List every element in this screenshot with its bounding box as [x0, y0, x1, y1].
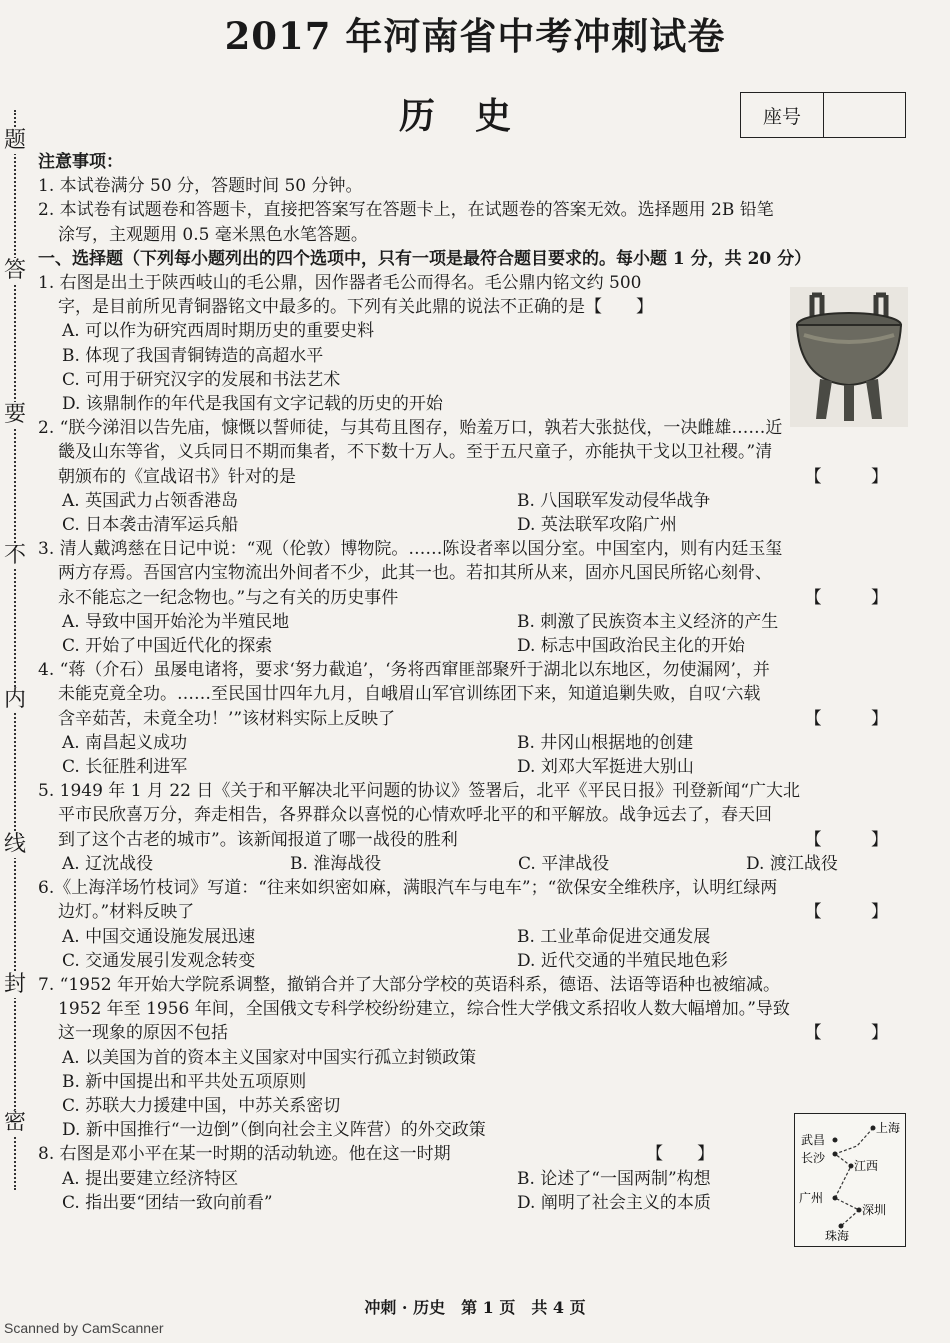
map-label: 珠海 — [825, 1229, 850, 1243]
map-point-icon — [839, 1224, 844, 1229]
option[interactable]: B. 刺激了民族资本主义经济的产生 — [517, 611, 779, 632]
option[interactable]: C. 交通发展引发观念转变 — [62, 950, 256, 971]
notes-item: 涂写，主观题用 0.5 毫米黑色水笔答题。 — [58, 224, 368, 245]
answer-bracket[interactable]: 【 】 — [804, 1023, 910, 1044]
option-row — [38, 755, 918, 779]
question-text — [38, 1021, 918, 1045]
question-text — [38, 707, 918, 731]
option[interactable]: A. 南昌起义成功 — [62, 732, 188, 753]
option[interactable]: C. 开始了中国近代化的探索 — [62, 636, 273, 657]
question-6 — [38, 876, 918, 973]
question-text: 未能克竟全功。……至民国廿四年九月，自峨眉山军官训练团下来，知道追剿失败，自叹‘六载 — [58, 684, 761, 705]
answer-bracket[interactable]: 【 】 — [804, 902, 910, 923]
option[interactable]: C. 日本袭击清军运兵船 — [62, 515, 239, 536]
question-5 — [38, 779, 918, 876]
margin-char: 密 — [3, 1110, 26, 1135]
option[interactable]: B. 体现了我国青铜铸造的高超水平 — [62, 345, 324, 366]
option[interactable]: D. 英法联军攻陷广州 — [517, 515, 677, 536]
deng-route-map — [794, 1113, 906, 1247]
question-text-line: 这一现象的原因不包括 — [58, 1023, 228, 1044]
option-row — [38, 949, 918, 973]
question-3 — [38, 537, 918, 658]
notes-item: 1. 本试卷满分 50 分，答题时间 50 分钟。 — [38, 176, 363, 197]
map-label: 江西 — [854, 1159, 879, 1173]
question-text: 两方存焉。吾国宫内宝物流出外间者不少，此其一也。若扣其所从来，固亦凡国民所铭心刻骨、 — [58, 563, 772, 584]
option[interactable]: B. 井冈山根据地的创建 — [517, 732, 694, 753]
seat-label: 座号 — [741, 93, 824, 137]
map-label: 广州 — [799, 1191, 824, 1205]
question-text: 2. “朕今涕泪以告先庙，慷慨以誓师徒，与其苟且图存，贻羞万口，孰若大张挞伐，一决雌雄……近 — [38, 418, 783, 439]
answer-bracket[interactable]: 【 】 — [804, 708, 910, 729]
exam-subject: 历史 — [398, 95, 551, 137]
notes-item: 2. 本试卷有试题卷和答题卡，直接把答案写在答题卡上，在试题卷的答案无效。选择题用 2B 铅笔 — [38, 200, 774, 221]
question-text: 字，是目前所见青铜器铭文中最多的。下列有关此鼎的说法不正确的是【 】 — [58, 297, 653, 318]
question-text: 7. “1952 年开始大学院系调整，撤销合并了大部分学校的英语科系，德语、法语等语种也被缩减。 — [38, 974, 780, 995]
question-text: 6.《上海洋场竹枝词》写道：“往来如织密如麻，满眼汽车与电车”；“欲保安全维秩序，认明红绿两 — [38, 878, 778, 899]
option[interactable]: D. 标志中国政治民主化的开始 — [517, 636, 745, 657]
map-point-icon — [871, 1126, 876, 1131]
question-text — [38, 828, 918, 852]
option-row — [38, 852, 918, 876]
option-row — [38, 489, 918, 513]
option[interactable]: C. 苏联大力援建中国，中苏关系密切 — [62, 1095, 341, 1116]
binding-margin — [0, 110, 30, 1190]
margin-char: 题 — [3, 128, 26, 153]
option[interactable]: C. 平津战役 — [518, 853, 610, 874]
option[interactable]: A. 中国交通设施发展迅速 — [62, 926, 256, 947]
map-point-icon — [857, 1208, 862, 1213]
exam-content — [38, 150, 918, 1215]
option[interactable]: B. 八国联军发动侵华战争 — [517, 490, 711, 511]
option-row — [38, 513, 918, 537]
question-text-line: 永不能忘之一纪念物也。”与之有关的历史事件 — [58, 587, 399, 608]
option[interactable]: D. 渡江战役 — [746, 853, 838, 874]
option-row — [38, 1167, 918, 1191]
question-text: 4. “蒋（介石）虽屡电诸将，要求‘努力截追’，‘务将西窜匪部聚歼于湖北以东地区，勿使漏网’，并 — [38, 660, 770, 681]
option-row — [38, 925, 918, 949]
answer-bracket[interactable]: 【 】 — [804, 587, 910, 608]
question-8 — [38, 1142, 918, 1215]
question-1 — [38, 271, 918, 416]
exam-title: 2017 年河南省中考冲刺试卷 — [224, 14, 726, 58]
option-row — [38, 1191, 918, 1215]
question-text-line: 含辛茹苦，未竟全功！’”该材料实际上反映了 — [58, 708, 396, 729]
question-text — [38, 465, 918, 489]
option[interactable]: D. 刘邓大军挺进大别山 — [517, 757, 694, 778]
question-text: 1. 右图是出土于陕西岐山的毛公鼎，因作器者毛公而得名。毛公鼎内铭文约 500 — [38, 273, 642, 294]
option[interactable]: A. 导致中国开始沦为半殖民地 — [62, 611, 290, 632]
option[interactable]: A. 提出要建立经济特区 — [62, 1168, 239, 1189]
option[interactable]: C. 长征胜利进军 — [62, 757, 188, 778]
question-text: 3. 清人戴鸿慈在日记中说：“观（伦敦）博物院。……陈设者率以国分室。中国室内，则有内廷玉玺 — [38, 539, 783, 560]
map-label: 上海 — [876, 1121, 901, 1135]
option[interactable]: A. 辽沈战役 — [62, 853, 154, 874]
question-text: 1952 年至 1956 年间，全国俄文专科学校纷纷建立，综合性大学俄文系招收人数大幅增加。”导致 — [58, 999, 790, 1020]
option[interactable]: C. 指出要“团结一致向前看” — [62, 1192, 273, 1213]
section-heading: 一、选择题（下列每小题列出的四个选项中，只有一项是最符合题目要求的。每小题 1 分，共 20 分） — [38, 248, 812, 269]
option[interactable]: D. 阐明了社会主义的本质 — [517, 1192, 711, 1213]
map-point-icon — [833, 1138, 838, 1143]
map-label: 长沙 — [801, 1151, 826, 1165]
option[interactable]: B. 淮海战役 — [290, 853, 382, 874]
map-label: 深圳 — [862, 1203, 887, 1217]
option[interactable]: A. 以美国为首的资本主义国家对中国实行孤立封锁政策 — [62, 1047, 477, 1068]
option[interactable]: D. 新中国推行“一边倒”（倒向社会主义阵营）的外交政策 — [62, 1120, 486, 1141]
option[interactable]: A. 英国武力占领香港岛 — [62, 490, 239, 511]
question-text-line: 到了这个古老的城市”。该新闻报道了哪一战役的胜利 — [58, 829, 458, 850]
option[interactable]: B. 论述了“一国两制”构想 — [517, 1168, 711, 1189]
question-2 — [38, 416, 918, 537]
option[interactable]: B. 新中国提出和平共处五项原则 — [62, 1071, 307, 1092]
question-7 — [38, 973, 918, 1142]
question-text-line: 朝颁布的《宣战诏书》针对的是 — [58, 466, 296, 487]
option[interactable]: A. 可以作为研究西周时期历史的重要史料 — [62, 321, 375, 342]
page-footer: 冲刺 · 历史 第 1 页 共 4 页 — [364, 1298, 586, 1317]
seat-number-blank[interactable] — [824, 93, 905, 137]
margin-char: 线 — [3, 832, 26, 857]
question-4 — [38, 658, 918, 779]
option-row — [38, 634, 918, 658]
question-text — [38, 586, 918, 610]
question-text: 平市民欣喜万分，奔走相告，各界群众以喜悦的心情欢呼北平的和平解放。战争远去了，春天回 — [58, 805, 772, 826]
margin-char: 不 — [3, 543, 26, 568]
option-row — [38, 610, 918, 634]
option[interactable]: D. 近代交通的半殖民地色彩 — [517, 950, 728, 971]
question-text: 8. 右图是邓小平在某一时期的活动轨迹。他在这一时期 【 】 — [38, 1144, 715, 1165]
answer-bracket[interactable]: 【 】 — [804, 466, 910, 487]
option-row — [38, 731, 918, 755]
margin-char: 答 — [3, 258, 26, 283]
map-point-icon — [833, 1152, 838, 1157]
question-text — [38, 900, 918, 924]
option[interactable]: B. 工业革命促进交通发展 — [517, 926, 711, 947]
option[interactable]: D. 该鼎制作的年代是我国有文字记载的历史的开始 — [62, 394, 443, 415]
margin-char: 要 — [3, 402, 26, 427]
answer-bracket[interactable]: 【 】 — [804, 829, 910, 850]
seat-number-box — [740, 92, 906, 138]
margin-char: 封 — [3, 972, 26, 997]
map-label: 武昌 — [801, 1133, 826, 1147]
map-point-icon — [849, 1164, 854, 1169]
question-text-line: 边灯。”材料反映了 — [58, 902, 195, 923]
notes-heading: 注意事项： — [38, 152, 123, 172]
map-point-icon — [833, 1196, 838, 1201]
scanner-watermark: Scanned by CamScanner — [4, 1320, 164, 1336]
margin-char: 内 — [3, 687, 26, 712]
option[interactable]: C. 可用于研究汉字的发展和书法艺术 — [62, 369, 341, 390]
question-text: 畿及山东等省，义兵同日不期而集者，不下数十万人。至于五尺童子，亦能执干戈以卫社稷。”清 — [58, 442, 773, 463]
question-text: 5. 1949 年 1 月 22 日《关于和平解决北平问题的协议》签署后，北平《平民日报》刊登新闻“广大北 — [38, 781, 801, 802]
